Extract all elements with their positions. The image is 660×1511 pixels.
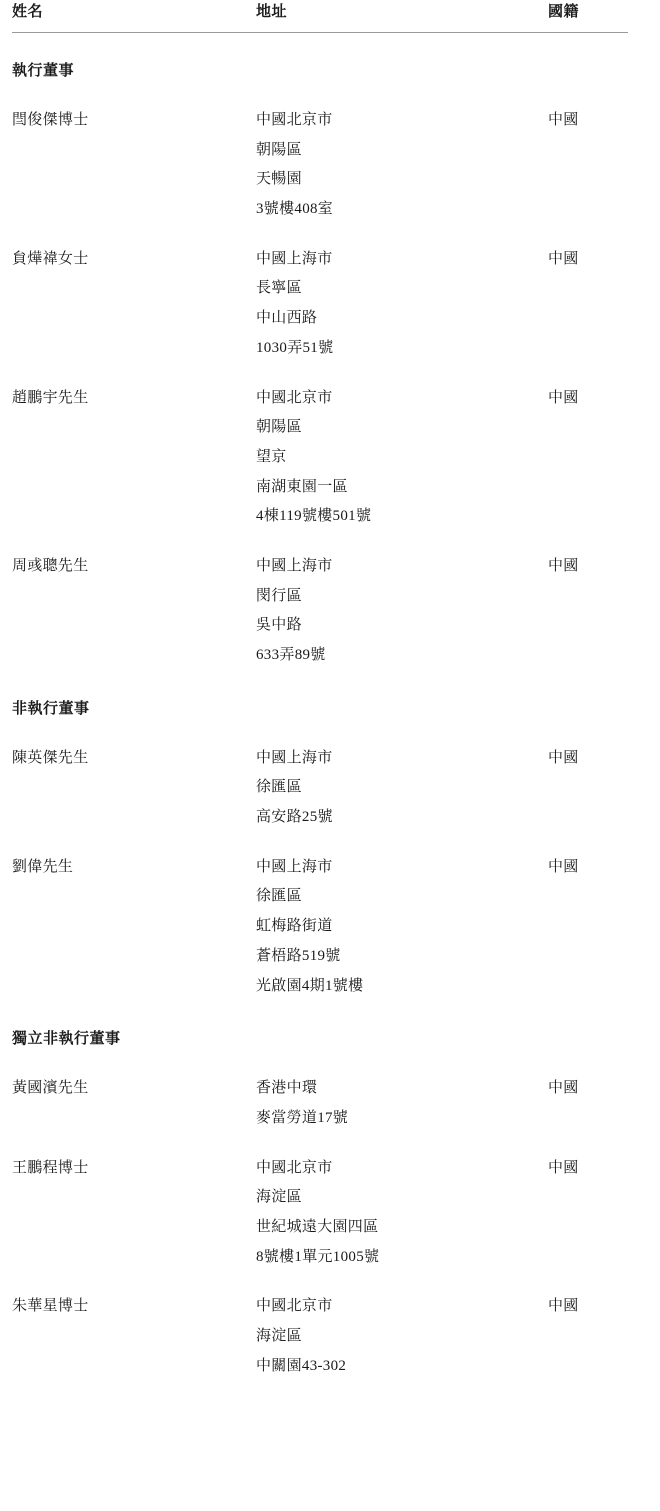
section-heading-row <box>12 671 628 724</box>
director-nationality: 中國 <box>548 858 579 875</box>
section-heading-row <box>12 33 628 86</box>
address-line: 中國上海市 <box>256 749 333 766</box>
director-nationality: 中國 <box>548 1298 579 1315</box>
address-line: 海淀區 <box>256 1328 302 1344</box>
directors-table <box>12 0 628 1381</box>
address-line: 海淀區 <box>256 1189 302 1206</box>
address-line: 望京 <box>256 448 287 465</box>
address-line: 吳中路 <box>256 617 302 634</box>
address-line: 1030弄51號 <box>256 339 334 356</box>
table-row <box>12 833 628 1001</box>
director-address <box>256 833 546 1001</box>
address-line: 3號樓408室 <box>256 201 334 218</box>
director-nationality: 中國 <box>548 557 579 574</box>
column-header-address: 地址 <box>256 4 288 20</box>
director-name: 周彧聰先生 <box>12 557 89 574</box>
address-line: 麥當勞道17號 <box>256 1109 349 1126</box>
address-line: 中國北京市 <box>256 1159 333 1176</box>
table-row <box>12 86 628 225</box>
address-line: 中山西路 <box>256 310 318 327</box>
address-line: 蒼梧路519號 <box>256 947 341 964</box>
address-line: 高安路25號 <box>256 809 333 826</box>
director-name: 王鵬程博士 <box>12 1159 89 1176</box>
director-name: 趙鵬宇先生 <box>12 389 89 406</box>
director-nationality: 中國 <box>548 1159 579 1176</box>
address-line: 朝陽區 <box>256 419 302 436</box>
address-line: 虹梅路街道 <box>256 918 333 935</box>
address-line: 天暢園 <box>256 171 302 188</box>
director-nationality: 中國 <box>548 749 579 766</box>
director-name: 劉偉先生 <box>12 858 74 875</box>
address-line: 中國上海市 <box>256 250 333 267</box>
column-header-nationality: 國籍 <box>548 4 580 20</box>
address-line: 南湖東園一區 <box>256 478 348 495</box>
address-line: 香港中環 <box>256 1080 318 1097</box>
address-line: 中國北京市 <box>256 389 333 406</box>
table-header-row <box>12 0 628 33</box>
director-address <box>256 1272 546 1381</box>
address-line: 閔行區 <box>256 587 302 604</box>
address-line: 中國北京市 <box>256 112 333 128</box>
table-row <box>12 1272 628 1381</box>
director-address <box>256 532 546 671</box>
section-heading-row <box>12 1001 628 1054</box>
director-nationality: 中國 <box>548 1080 579 1097</box>
address-line: 8號樓1單元1005號 <box>256 1248 380 1265</box>
director-nationality: 中國 <box>548 250 579 267</box>
address-line: 633弄89號 <box>256 647 326 663</box>
address-line: 中國上海市 <box>256 557 333 574</box>
address-line: 光啟園4期1號樓 <box>256 977 364 994</box>
director-name: 貟燁禕女士 <box>12 250 89 267</box>
section-heading: 非執行董事 <box>12 700 90 717</box>
table-row <box>12 1134 628 1273</box>
table-row <box>12 532 628 671</box>
director-address <box>256 225 546 364</box>
director-address <box>256 364 546 532</box>
director-address <box>256 724 546 833</box>
section-heading: 獨立非執行董事 <box>12 1031 121 1048</box>
director-name: 朱華星博士 <box>12 1298 89 1315</box>
table-row <box>12 364 628 532</box>
table-body <box>12 33 628 1381</box>
table-row <box>12 225 628 364</box>
director-nationality: 中國 <box>548 112 579 128</box>
director-nationality: 中國 <box>548 389 579 406</box>
director-name: 黃國濱先生 <box>12 1080 89 1097</box>
address-line: 中國上海市 <box>256 858 333 875</box>
address-line: 中國北京市 <box>256 1298 333 1315</box>
director-name: 陳英傑先生 <box>12 749 89 766</box>
director-address <box>256 1134 546 1273</box>
director-address <box>256 1054 546 1133</box>
address-line: 世紀城遠大園四區 <box>256 1218 379 1235</box>
address-line: 4棟119號樓501號 <box>256 508 372 525</box>
address-line: 徐匯區 <box>256 779 302 796</box>
director-address <box>256 86 546 225</box>
section-heading: 執行董事 <box>12 63 75 79</box>
column-header-name: 姓名 <box>12 4 44 20</box>
address-line: 朝陽區 <box>256 141 302 158</box>
table-row <box>12 724 628 833</box>
table-row <box>12 1054 628 1133</box>
address-line: 徐匯區 <box>256 888 302 905</box>
address-line: 中關園43-302 <box>256 1357 347 1374</box>
director-name: 閆俊傑博士 <box>12 112 89 128</box>
table-header <box>12 0 628 33</box>
address-line: 長寧區 <box>256 280 302 297</box>
